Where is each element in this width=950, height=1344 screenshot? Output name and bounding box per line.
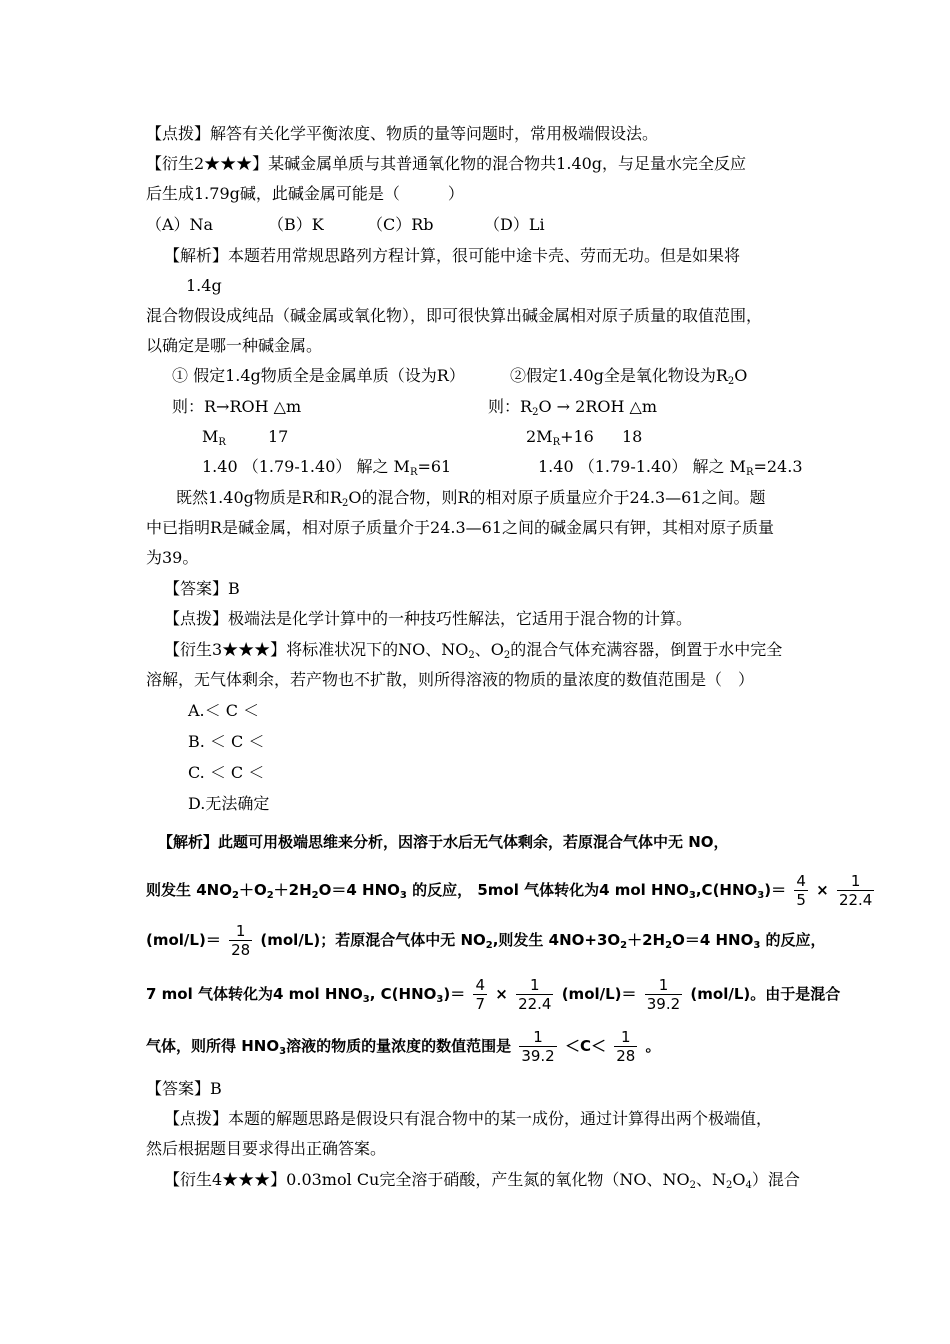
- fraction-1-22.4: $\frac{1}{22.4}$: [838, 872, 873, 909]
- conclusion-line-3: 为39。: [146, 548, 199, 567]
- tip-line-1: 【点拨】解答有关化学平衡浓度、物质的量等问题时，常用极端假设法。: [146, 124, 659, 143]
- derivative-4-title: 【衍生4★★★】0.03mol Cu完全溶于硝酸，产生氮的氧化物（NO、$NO_2$、$N_2O_4$）混合: [164, 1170, 800, 1191]
- fraction-range-low: $\frac{1}{39.2}$: [521, 1028, 555, 1065]
- analysis-3-line-3: (mol/L)＝ $\frac{1}{28}$ (mol/L)；若原混合气体中无 $NO_2$,则发生 $4NO+3O_2+2H_2O=4$ $HNO_3$ 的反应，: [146, 922, 826, 959]
- option-3-b: B. ＜ C ＜: [188, 732, 265, 751]
- oxide-delta-value: 18: [622, 427, 643, 446]
- analysis-line-2: 1.4g: [186, 276, 222, 295]
- option-b: （B）K: [268, 215, 324, 234]
- conclusion-line-1: 既然1.40g物质是R和$R_2O$的混合物，则R的相对原子质量应介于24.3—61之间。题: [176, 488, 766, 509]
- option-d: （D）Li: [484, 215, 545, 234]
- analysis-3-line-1: 【解析】此题可用极端思维来分析，因溶于水后无气体剩余，若原混合气体中无 NO，: [158, 833, 729, 851]
- option-3-c: C. ＜ C ＜: [188, 763, 265, 782]
- tip-line-4: 然后根据题目要求得出正确答案。: [146, 1139, 387, 1158]
- fraction-1-22.4-b: $\frac{1}{22.4}$: [518, 976, 552, 1013]
- assume-metal: ① 假定1.4g物质全是金属单质（设为R）: [172, 366, 465, 385]
- derivative-3-title: 【衍生3★★★】将标准状况下的NO、$NO_2$、$O_2$的混合气体充满容器，倒置于水中完全: [164, 640, 783, 661]
- analysis-3-line-4: 7 mol 气体转化为4 mol $HNO_3$, $C(HNO_3)=$ $\frac{4}{7}$ × $\frac{1}{22.4}$ (mol/L)＝ $\frac{1}{39.2}$ (mol/L)。由于是混合: [146, 976, 841, 1013]
- eq-oxide: 则：$R_2O \to 2ROH$ △m: [488, 397, 657, 418]
- derivative-2-title: 【衍生2★★★】某碱金属单质与其普通氧化物的混合物共1.40g，与足量水完全反应: [146, 154, 747, 173]
- answer-1: 【答案】B: [164, 579, 240, 598]
- analysis-line-1: 【解析】本题若用常规思路列方程计算，很可能中途卡壳、劳而无功。但是如果将: [164, 246, 741, 265]
- fraction-range-high: $\frac{1}{28}$: [616, 1028, 636, 1065]
- analysis-line-3: 混合物假设成纯品（碱金属或氧化物），即可很快算出碱金属相对原子质量的取值范围，: [146, 306, 763, 325]
- option-3-a: A.＜ C ＜: [188, 701, 260, 720]
- derivative-3-question: 溶解，无气体剩余，若产物也不扩散，则所得溶液的物质的量浓度的数值范围是（ ）: [146, 670, 755, 689]
- derivative-2-question: 后生成1.79g碱，此碱金属可能是（ ）: [146, 184, 464, 203]
- fraction-4-7: $\frac{4}{7}$: [475, 976, 486, 1013]
- fraction-1-28: $\frac{1}{28}$: [231, 922, 251, 959]
- tip-line-2: 【点拨】极端法是化学计算中的一种技巧性解法，它适用于混合物的计算。: [164, 609, 693, 628]
- assume-oxide: ②假定1.40g全是氧化物设为$R_2O$: [510, 366, 748, 387]
- answer-2: 【答案】B: [146, 1079, 222, 1098]
- metal-mass-label: $M_R$: [202, 427, 226, 448]
- analysis-3-line-2: 则发生 $4NO_2+O_2+2H_2O=4$ $HNO_3$ 的反应， 5mol 气体转化为4 mol $HNO_3,C(HNO_3)=$ $\frac{4}{5}$ × $\frac{1}{22.4}$: [146, 872, 873, 909]
- tip-line-3: 【点拨】本题的解题思路是假设只有混合物中的某一成份，通过计算得出两个极端值，: [164, 1109, 773, 1128]
- metal-delta-value: 17: [268, 427, 289, 446]
- option-3-d: D.无法确定: [188, 794, 270, 813]
- fraction-1-39.2: $\frac{1}{39.2}$: [646, 976, 681, 1013]
- analysis-3-line-5: 气体，则所得 $HNO_3$溶液的物质的量浓度的数值范围是 $\frac{1}{39.2}$ ＜C＜ $\frac{1}{28}$ 。: [146, 1028, 661, 1065]
- eq-metal: 则：R→ROH △m: [172, 397, 302, 416]
- oxide-solution: 1.40 （1.79-1.40） 解之 $M_R=24.3$: [538, 457, 803, 478]
- analysis-line-4: 以确定是哪一种碱金属。: [146, 336, 323, 355]
- fraction-4-5: $\frac{4}{5}$: [796, 872, 806, 909]
- oxide-mass-label: $2M_R+16$: [526, 427, 594, 448]
- metal-solution: 1.40 （1.79-1.40） 解之 $M_R=61$: [202, 457, 452, 478]
- conclusion-line-2: 中已指明R是碱金属，相对原子质量介于24.3—61之间的碱金属只有钾，其相对原子质量: [146, 518, 775, 537]
- option-a: （A）Na: [146, 215, 214, 234]
- option-c: （C）Rb: [367, 215, 434, 234]
